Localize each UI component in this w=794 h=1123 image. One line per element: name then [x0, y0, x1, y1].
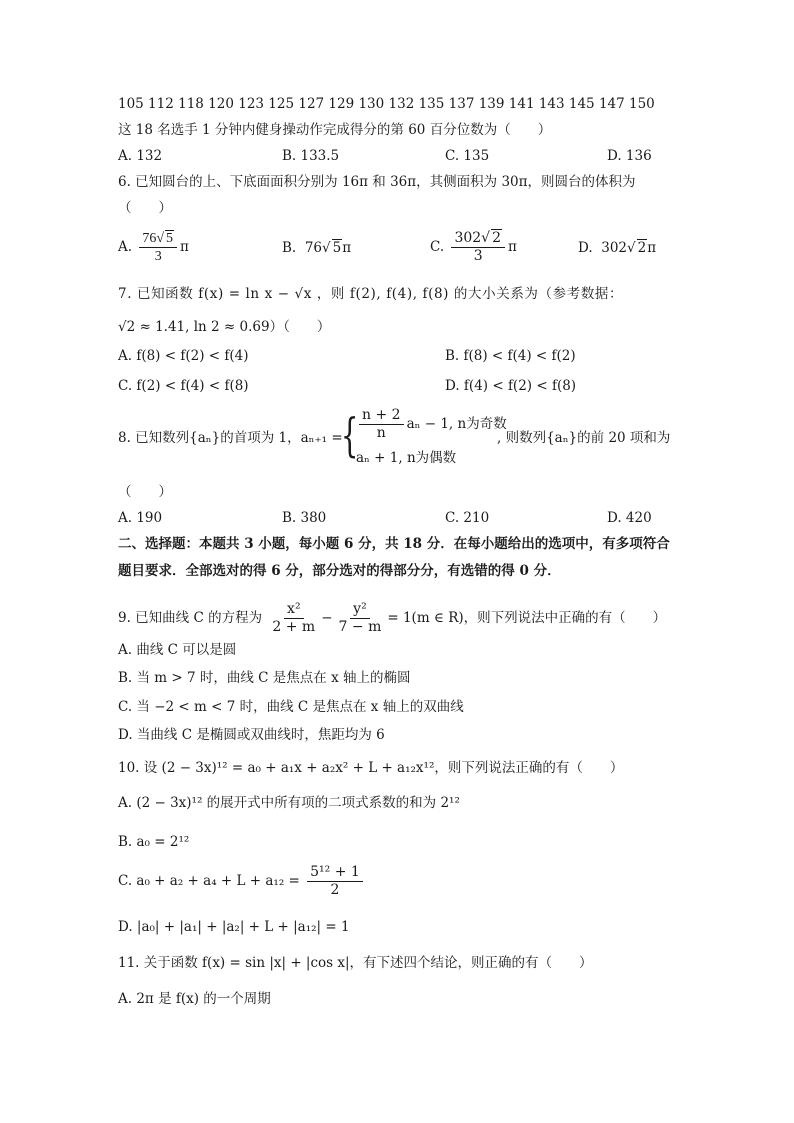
q8-prefix: 8. 已知数列{aₙ}的首项为 1，aₙ₊₁ = — [118, 430, 343, 446]
q9-fraction-y — [336, 601, 385, 636]
q10-option-b: B. a₀ = 2¹² — [118, 834, 190, 850]
q6-b-coef: 76 — [304, 240, 322, 256]
q7-option-c: C. f(2) < f(4) < f(8) — [118, 378, 249, 394]
q7-stem: 7. 已知函数 f(x) = ln x − √x ，则 f(2), f(4), f(8) 的大小关系为（参考数据： — [118, 286, 624, 302]
q8-option-b: B. 380 — [282, 510, 327, 526]
q6-b-radicand: 5 — [332, 240, 342, 256]
q8-suffix: , 则数列{aₙ}的前 20 项和为 — [497, 430, 671, 446]
q9-stem — [118, 601, 666, 636]
q6-a-coef: 76 — [142, 231, 157, 246]
q5-option-a: A. 132 — [118, 148, 163, 164]
q7-option-b: B. f(8) < f(4) < f(2) — [445, 348, 576, 364]
q11-stem: 11. 关于函数 f(x) = sin |x| + |cos x|，有下述四个结论，则正确的有（ ） — [118, 955, 593, 971]
q9-option-d: D. 当曲线 C 是椭圆或双曲线时，焦距均为 6 — [118, 727, 385, 743]
q6-a-den: 3 — [154, 249, 162, 264]
option-label: A. — [118, 239, 133, 255]
q9-f1-den: 2 + m — [272, 619, 316, 635]
q6-c-pi: π — [508, 239, 517, 255]
q10-stem: 10. 设 (2 − 3x)¹² = a₀ + a₁x + a₂x² + L + a₁₂x¹²，则下列说法正确的有（ ） — [118, 760, 624, 776]
score-data-line: 105 112 118 120 123 125 127 129 130 132 135 137 139 141 143 145 147 150 — [118, 96, 655, 112]
q8-brace: { — [340, 408, 359, 462]
q7-option-a: A. f(8) < f(2) < f(4) — [118, 348, 249, 364]
q6-stem: 6. 已知圆台的上、下底面面积分别为 16π 和 36π，其侧面积为 30π，则圆台的体积为 — [118, 174, 636, 190]
q9-f1-num: x² — [284, 601, 304, 619]
option-label: C. — [430, 239, 445, 255]
q6-c-coef: 302 — [454, 230, 482, 246]
q9-option-c: C. 当 −2 < m < 7 时，曲线 C 是焦点在 x 轴上的双曲线 — [118, 699, 464, 715]
q8-case1-den: n — [376, 425, 386, 441]
q8-case-2: aₙ + 1, n为偶数 — [356, 450, 457, 466]
q8-option-a: A. 190 — [118, 510, 163, 526]
q10-c-den: 2 — [330, 882, 340, 898]
q11-option-a: A. 2π 是 f(x) 的一个周期 — [118, 991, 271, 1007]
q10-option-d: D. |a₀| + |a₁| + |a₂| + L + |a₁₂| = 1 — [118, 919, 350, 935]
q5-option-b: B. 133.5 — [282, 148, 340, 164]
q5-option-c: C. 135 — [445, 148, 490, 164]
q9-minus: − — [321, 610, 333, 626]
q6-b-pi: π — [342, 240, 352, 256]
q6-c-fraction: $\frac{302√ 2}{3}$ — [451, 230, 505, 265]
q9-option-b: B. 当 m > 7 时，曲线 C 是焦点在 x 轴上的椭圆 — [118, 670, 411, 686]
q6-c-den: 3 — [473, 248, 483, 264]
option-label: B. — [282, 240, 297, 256]
q9-suffix: = 1(m ∈ R)，则下列说法中正确的有（ ） — [387, 610, 667, 626]
option-label: D. — [578, 240, 593, 256]
q10-option-c — [118, 864, 366, 899]
q8-option-d: D. 420 — [607, 510, 652, 526]
q6-c-radicand: 2 — [492, 230, 502, 246]
q9-f2-den: 7 − m — [338, 619, 382, 635]
section-2-heading-line-2: 题目要求．全部选对的得 6 分，部分选对的得部分分，有选错的得 0 分． — [118, 563, 561, 579]
q9-prefix: 9. 已知曲线 C 的方程为 — [118, 610, 263, 626]
q6-option-b: B. 76√ 5π — [282, 240, 352, 256]
q6-option-a — [118, 230, 189, 265]
q6-paren: （ ） — [118, 200, 172, 216]
q8-case1-fraction — [359, 407, 404, 442]
q9-fraction-x — [269, 601, 318, 636]
q8-case1-tail: aₙ − 1, n为奇数 — [406, 416, 507, 432]
q6-d-pi: π — [647, 240, 657, 256]
q9-f2-num: y² — [350, 601, 370, 619]
q10-c-num: 5¹² + 1 — [307, 864, 363, 882]
q5-option-d: D. 136 — [607, 148, 652, 164]
q8-paren: （ ） — [118, 484, 172, 500]
q5-stem: 这 18 名选手 1 分钟内健身操动作完成得分的第 60 百分位数为（ ） — [118, 122, 552, 138]
q9-option-a: A. 曲线 C 可以是圆 — [118, 642, 237, 658]
q10-c-prefix: C. a₀ + a₂ + a₄ + L + a₁₂ = — [118, 873, 300, 889]
q7-data-line: √2 ≈ 1.41, ln 2 ≈ 0.69）（ ） — [118, 319, 331, 335]
q8-option-c: C. 210 — [445, 510, 490, 526]
section-2-heading-line-1: 二、选择题：本题共 3 小题，每小题 6 分，共 18 分．在每小题给出的选项中，有多项符合 — [118, 536, 670, 552]
q6-a-pi: π — [180, 239, 189, 255]
q6-option-d: D. 302√ 2π — [578, 240, 657, 256]
q6-a-fraction: $\frac{76√ 5}{3}$ — [139, 230, 177, 265]
q7-option-d: D. f(4) < f(2) < f(8) — [445, 378, 577, 394]
q8-case-1 — [356, 407, 507, 442]
q6-a-radicand: 5 — [166, 231, 174, 246]
q10-option-a: A. (2 − 3x)¹² 的展开式中所有项的二项式系数的和为 2¹² — [118, 795, 460, 811]
q10-c-fraction — [307, 864, 363, 899]
q6-option-c — [430, 230, 517, 265]
q8-case1-num: n + 2 — [359, 407, 404, 425]
q6-d-coef: 302 — [601, 240, 628, 256]
q6-d-radicand: 2 — [637, 240, 647, 256]
